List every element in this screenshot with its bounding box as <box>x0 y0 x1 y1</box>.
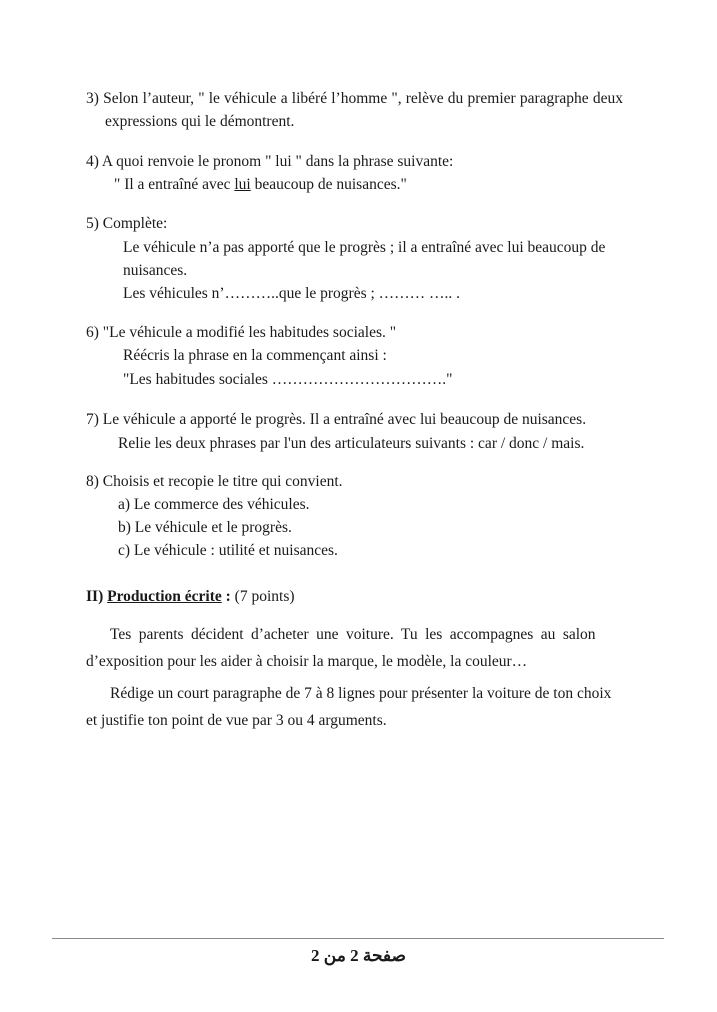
question-8-option-c: c) Le véhicule : utilité et nuisances. <box>118 542 338 559</box>
section-2-heading <box>86 587 295 607</box>
question-8-line-1: 8) Choisis et recopie le titre qui convient. <box>86 473 343 490</box>
question-4-line-1: 4) A quoi renvoie le pronom " lui " dans la phrase suivante: <box>86 153 454 170</box>
question-8-option-a: a) Le commerce des véhicules. <box>118 496 310 513</box>
question-7-line-1: 7) Le véhicule a apporté le progrès. Il a entraîné avec lui beaucoup de nuisances. <box>86 411 587 428</box>
quote-text-before: " Il a entraîné avec <box>114 176 235 193</box>
question-5-line-2: Le véhicule n’a pas apporté que le progrès ; il a entraîné avec lui beaucoup de <box>123 239 606 256</box>
writing-paragraph-1-line-2: d’exposition pour les aider à choisir la marque, le modèle, la couleur… <box>86 653 528 670</box>
question-3-line-2: expressions qui le démontrent. <box>105 113 295 130</box>
question-5-line-4: Les véhicules n’………..que le progrès ; ……… ….. . <box>123 285 461 302</box>
writing-paragraph-2-line-2: et justifie ton point de vue par 3 ou 4 arguments. <box>86 712 387 729</box>
page-number: صفحة 2 من 2 <box>311 946 406 965</box>
writing-paragraph-1-line-1: Tes parents décident d’acheter une voiture. Tu les accompagnes au salon <box>110 626 596 643</box>
question-4-quote <box>114 175 407 195</box>
question-5-line-3: nuisances. <box>123 262 188 279</box>
section-number: II) <box>86 588 108 605</box>
question-5-line-1: 5) Complète: <box>86 215 168 232</box>
section-title: Production écrite <box>107 588 222 605</box>
writing-paragraph-2-line-1: Rédige un court paragraphe de 7 à 8 lignes pour présenter la voiture de ton choix <box>110 685 612 702</box>
question-6-line-2: Réécris la phrase en la commençant ainsi : <box>123 347 387 364</box>
section-points: (7 points) <box>230 588 295 605</box>
question-6-line-3: "Les habitudes sociales ……………………………." <box>123 371 453 388</box>
question-7-line-2: Relie les deux phrases par l'un des articulateurs suivants : car / donc / mais. <box>118 435 585 452</box>
question-3-line-1: 3) Selon l’auteur, " le véhicule a libéré l’homme ", relève du premier paragraphe deux <box>86 90 623 107</box>
footer-divider <box>52 938 664 939</box>
section-colon: : <box>221 588 231 605</box>
quote-text-after: beaucoup de nuisances." <box>250 176 407 193</box>
question-6-line-1: 6) "Le véhicule a modifié les habitudes sociales. " <box>86 324 397 341</box>
underlined-pronoun: lui <box>234 176 251 193</box>
question-8-option-b: b) Le véhicule et le progrès. <box>118 519 292 536</box>
